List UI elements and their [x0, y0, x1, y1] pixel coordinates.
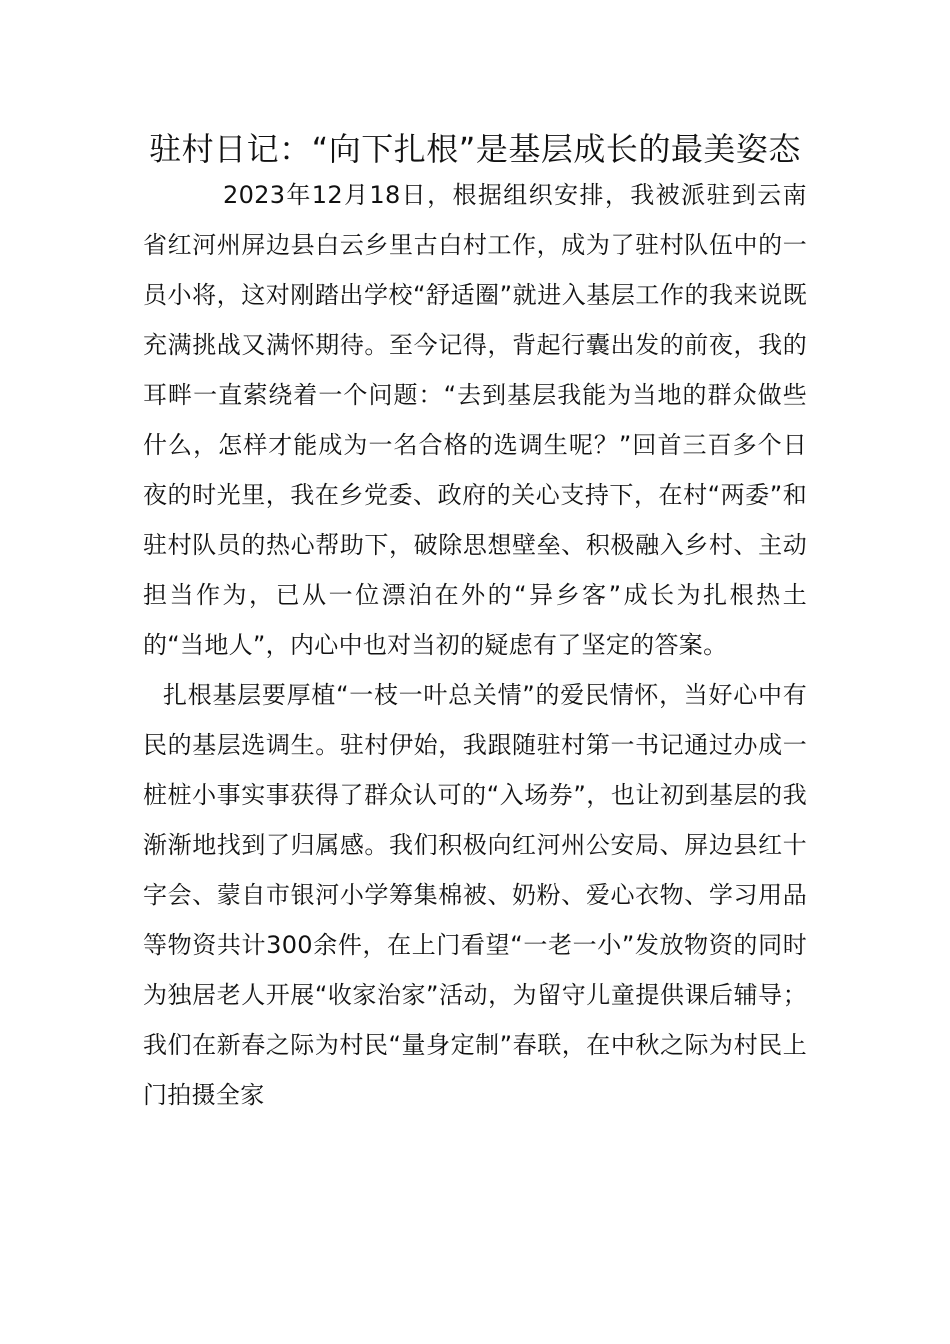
document-title: 驻村日记：“向下扎根”是基层成长的最美姿态 [149, 130, 801, 168]
paragraph-2: 扎根基层要厚植“一枝一叶总关情”的爱民情怀，当好心中有民的基层选调生。驻村伊始，我跟随驻村第一书记通过办成一桩桩小事实事获得了群众认可的“入场券”，也让初到基层的我渐渐地找到了归属感。我们积极向红河州公安局、屏边县红十字会、蒙自市银河小学筹集棉被、奶粉、爱心衣物、学习用品等物资共计300余件，在上门看望“一老一小”发放物资的同时为独居老人开展“收家治家”活动，为留守儿童提供课后辅导；我们在新春之际为村民“量身定制”春联，在中秋之际为村民上门拍摄全家 [143, 681, 807, 1109]
document-body [143, 124, 807, 1120]
paragraph-1: 2023年12月18日，根据组织安排，我被派驻到云南省红河州屏边县白云乡里古白村工作，成为了驻村队伍中的一员小将，这对刚踏出学校“舒适圈”就进入基层工作的我来说既充满挑战又满怀期待。至今记得，背起行囊出发的前夜，我的耳畔一直萦绕着一个问题：“去到基层我能为当地的群众做些什么，怎样才能成为一名合格的选调生呢？”回首三百多个日夜的时光里，我在乡党委、政府的关心支持下，在村“两委”和驻村队员的热心帮助下，破除思想壁垒、积极融入乡村、主动担当作为，已从一位漂泊在外的“异乡客”成长为扎根热土的“当地人”，内心中也对当初的疑虑有了坚定的答案。 [143, 181, 807, 659]
